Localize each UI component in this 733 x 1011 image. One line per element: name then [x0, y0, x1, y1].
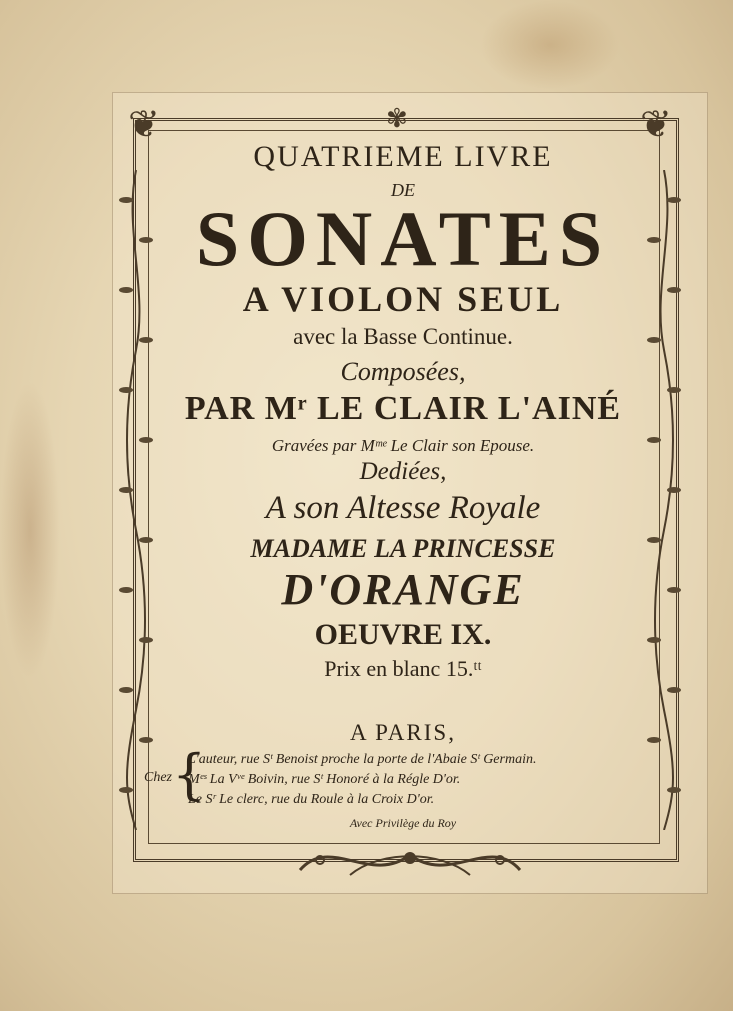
top-ornament-icon: ✾: [386, 104, 408, 133]
palmette-ornament-icon: ❦: [128, 104, 160, 146]
address-line-3: Le Sʳ Le clerc, rue du Roule à la Croix D'or.: [188, 792, 435, 807]
chez-label: Chez: [144, 770, 172, 785]
opus-number: OEUVRE IX.: [314, 618, 492, 651]
dedicatee-title: A son Altesse Royale: [265, 490, 541, 526]
subtitle: A VIOLON SEUL: [242, 279, 564, 319]
address-line-1: L'auteur, rue Sᵗ Benoist proche la porte de l'Abaie Sᵗ Germain.: [188, 752, 537, 767]
accompaniment-line: avec la Basse Continue.: [293, 324, 513, 349]
place-line: A PARIS,: [350, 720, 456, 745]
scroll-cartouche-icon: [290, 830, 530, 890]
paper-stain: [0, 380, 60, 680]
dedication-label: Dediées,: [359, 458, 447, 485]
dedicatee-line-2: D'ORANGE: [281, 565, 525, 614]
engraver-line: Gravées par Mᵐᵉ Le Clair son Epouse.: [271, 436, 535, 455]
dedicatee-line-1: MADAME LA PRINCESSE: [250, 534, 556, 563]
brace-icon: {: [172, 743, 207, 806]
price-line: Prix en blanc 15.ᵗᵗ: [324, 656, 482, 681]
privilege-line: Avec Privilège du Roy: [349, 816, 457, 830]
title-line-2: DE: [391, 180, 415, 200]
palmette-ornament-icon: ❦: [640, 104, 672, 146]
main-title: SONATES: [195, 195, 611, 282]
paper-stain: [480, 0, 620, 90]
composer-name: PAR Mʳ LE CLAIR L'AINÉ: [184, 390, 622, 427]
composed-line: Composées,: [340, 357, 466, 386]
address-line-2: Mᵉˢ La Vᵛᵉ Boivin, rue Sᵗ Honoré à la Régle D'or.: [188, 772, 461, 787]
title-line-1: QUATRIEME LIVRE: [253, 140, 553, 173]
